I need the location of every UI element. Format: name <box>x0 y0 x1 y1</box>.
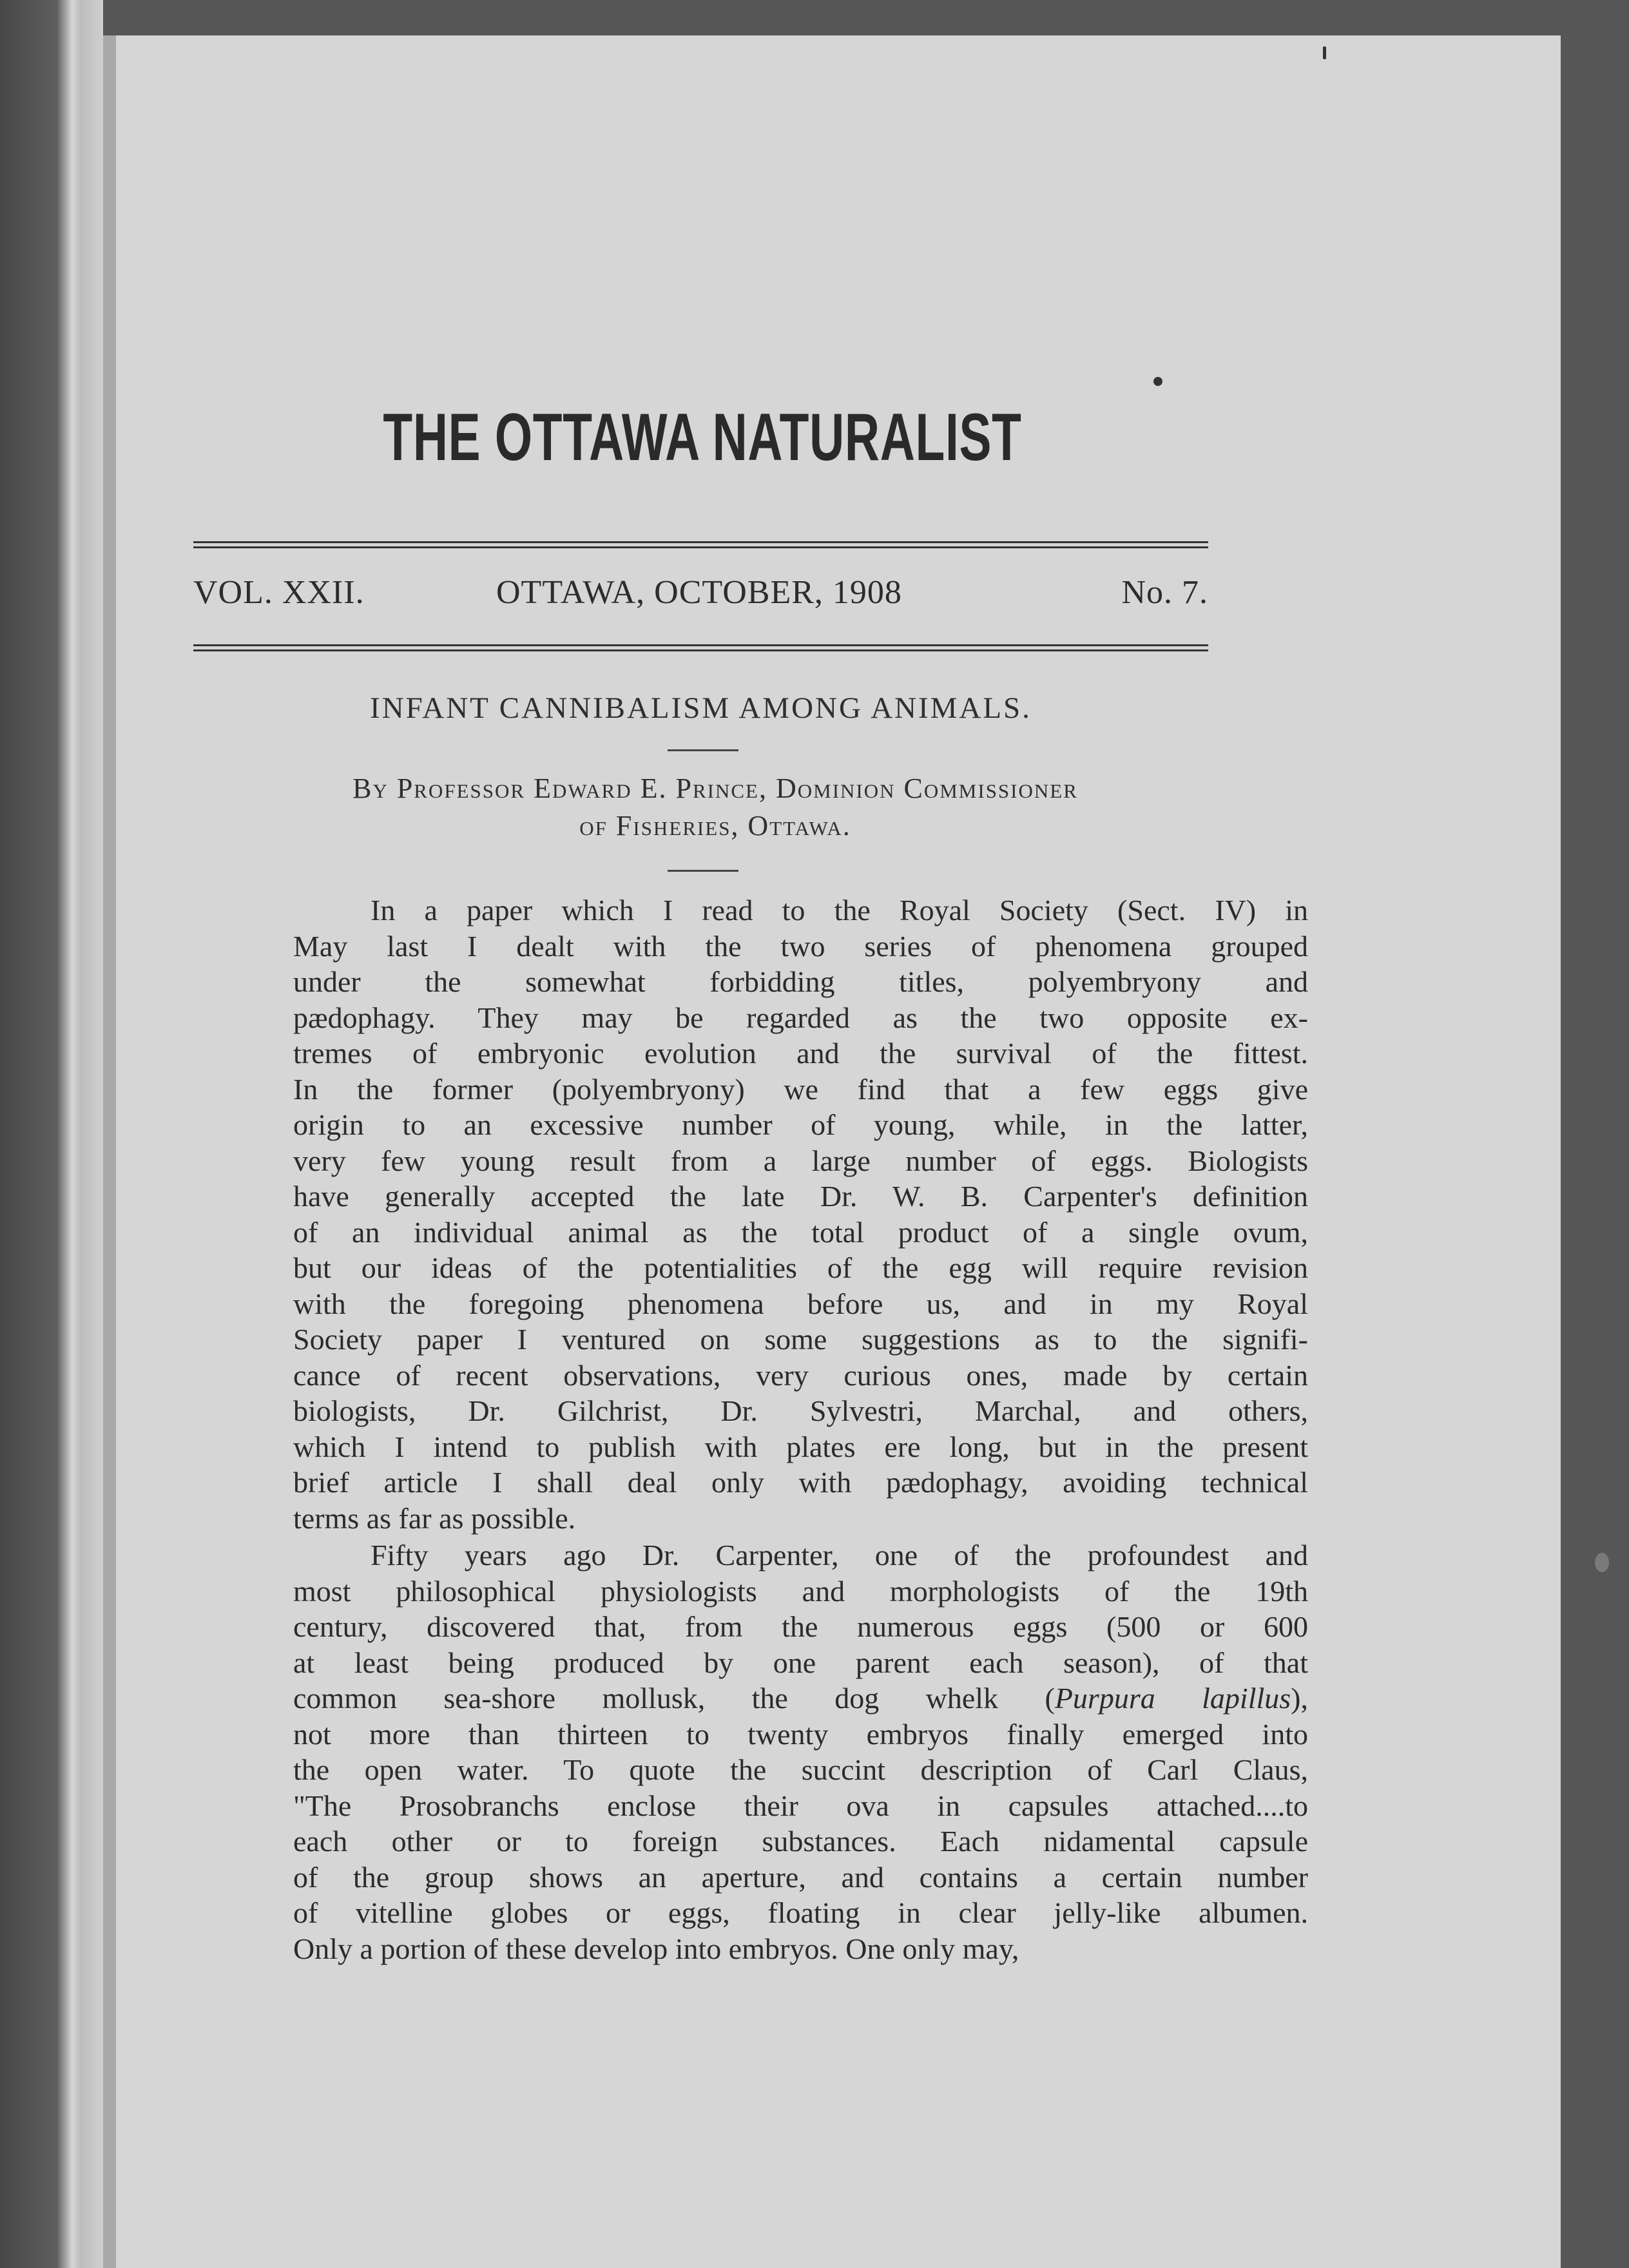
text-line: not more than thirteen to twenty embryos finally emerged into <box>293 1717 1308 1751</box>
text-line: very few young result from a large number of eggs. Biologists <box>293 1144 1308 1177</box>
text-line: have generally accepted the late Dr. W. B. Carpenter's definition <box>293 1180 1308 1213</box>
text-line: each other or to foreign substances. Each nidamental capsule <box>293 1825 1308 1858</box>
text-line: of an individual animal as the total product of a single ovum, <box>293 1215 1308 1249</box>
text-line: origin to an excessive number of young, while, in the latter, <box>293 1108 1308 1141</box>
byline-separator <box>668 870 738 872</box>
issue-number-label: No. 7. <box>1121 574 1208 611</box>
text-line: at least being produced by one parent each season), of that <box>293 1646 1308 1679</box>
text-line: Fifty years ago Dr. Carpenter, one of the profoundest and <box>371 1539 1308 1571</box>
text-line: of vitelline globes or eggs, floating in clear jelly-like albumen. <box>293 1896 1308 1929</box>
volume-label: VOL. XXII. <box>193 574 365 611</box>
scan-left-edge <box>0 0 103 2268</box>
text-line: century, discovered that, from the numerous eggs (500 or 600 <box>293 1610 1308 1643</box>
byline <box>193 770 1237 845</box>
masthead-title: THE OTTAWA NATURALIST <box>383 400 1022 475</box>
text-line: under the somewhat forbidding titles, polyembryony and <box>293 965 1308 998</box>
text-line: the open water. To quote the succint description of Carl Claus, <box>293 1753 1308 1786</box>
place-date-label: OTTAWA, OCTOBER, 1908 <box>496 574 902 611</box>
title-separator <box>668 749 738 751</box>
text-line: "The Prosobranchs enclose their ova in capsules attached....to <box>293 1789 1308 1822</box>
masthead-rule-bottom <box>193 644 1208 651</box>
text-line: tremes of embryonic evolution and the survival of the fittest. <box>293 1037 1308 1070</box>
speck <box>1595 1553 1609 1572</box>
text-line: May last I dealt with the two series of phenomena grouped <box>293 929 1308 963</box>
text-line: with the foregoing phenomena before us, and in my Royal <box>293 1287 1308 1320</box>
text-line: Society paper I ventured on some suggestions as to the signifi- <box>293 1323 1308 1356</box>
text-line: brief article I shall deal only with pædophagy, avoiding technical <box>293 1466 1308 1499</box>
text-line: but our ideas of the potentialities of the egg will require revision <box>293 1251 1308 1284</box>
text-line: cance of recent observations, very curious ones, made by certain <box>293 1358 1308 1392</box>
text-line: which I intend to publish with plates ere long, but in the present <box>293 1430 1308 1463</box>
text-line: of the group shows an aperture, and contains a certain number <box>293 1860 1308 1894</box>
paragraph-2 <box>293 1537 1308 1966</box>
speck <box>1153 377 1162 386</box>
text-line: In the former (polyembryony) we find that a few eggs give <box>293 1072 1308 1106</box>
speck <box>1323 46 1326 59</box>
byline-line-2: of Fisheries, Ottawa. <box>579 810 851 841</box>
text-line: biologists, Dr. Gilchrist, Dr. Sylvestri, Marchal, and others, <box>293 1394 1308 1427</box>
article-title: INFANT CANNIBALISM AMONG ANIMALS. <box>370 691 1032 725</box>
text-line: In a paper which I read to the Royal Society (Sect. IV) in <box>371 894 1308 927</box>
article-body <box>293 892 1308 1966</box>
text-line: Only a portion of these develop into embryos. One only may, <box>293 1932 1019 1965</box>
text-line: common sea-shore mollusk, the dog whelk (Purpura lapillus), <box>293 1682 1308 1715</box>
text-line: most philosophical physiologists and morphologists of the 19th <box>293 1574 1308 1608</box>
byline-line-1: By Professor Edward E. Prince, Dominion Commissioner <box>352 773 1078 804</box>
masthead-rule-top <box>193 541 1208 548</box>
paragraph-1 <box>293 892 1308 1536</box>
text-line: terms as far as possible. <box>293 1501 576 1535</box>
text-line: pædophagy. They may be regarded as the two opposite ex- <box>293 1001 1308 1034</box>
